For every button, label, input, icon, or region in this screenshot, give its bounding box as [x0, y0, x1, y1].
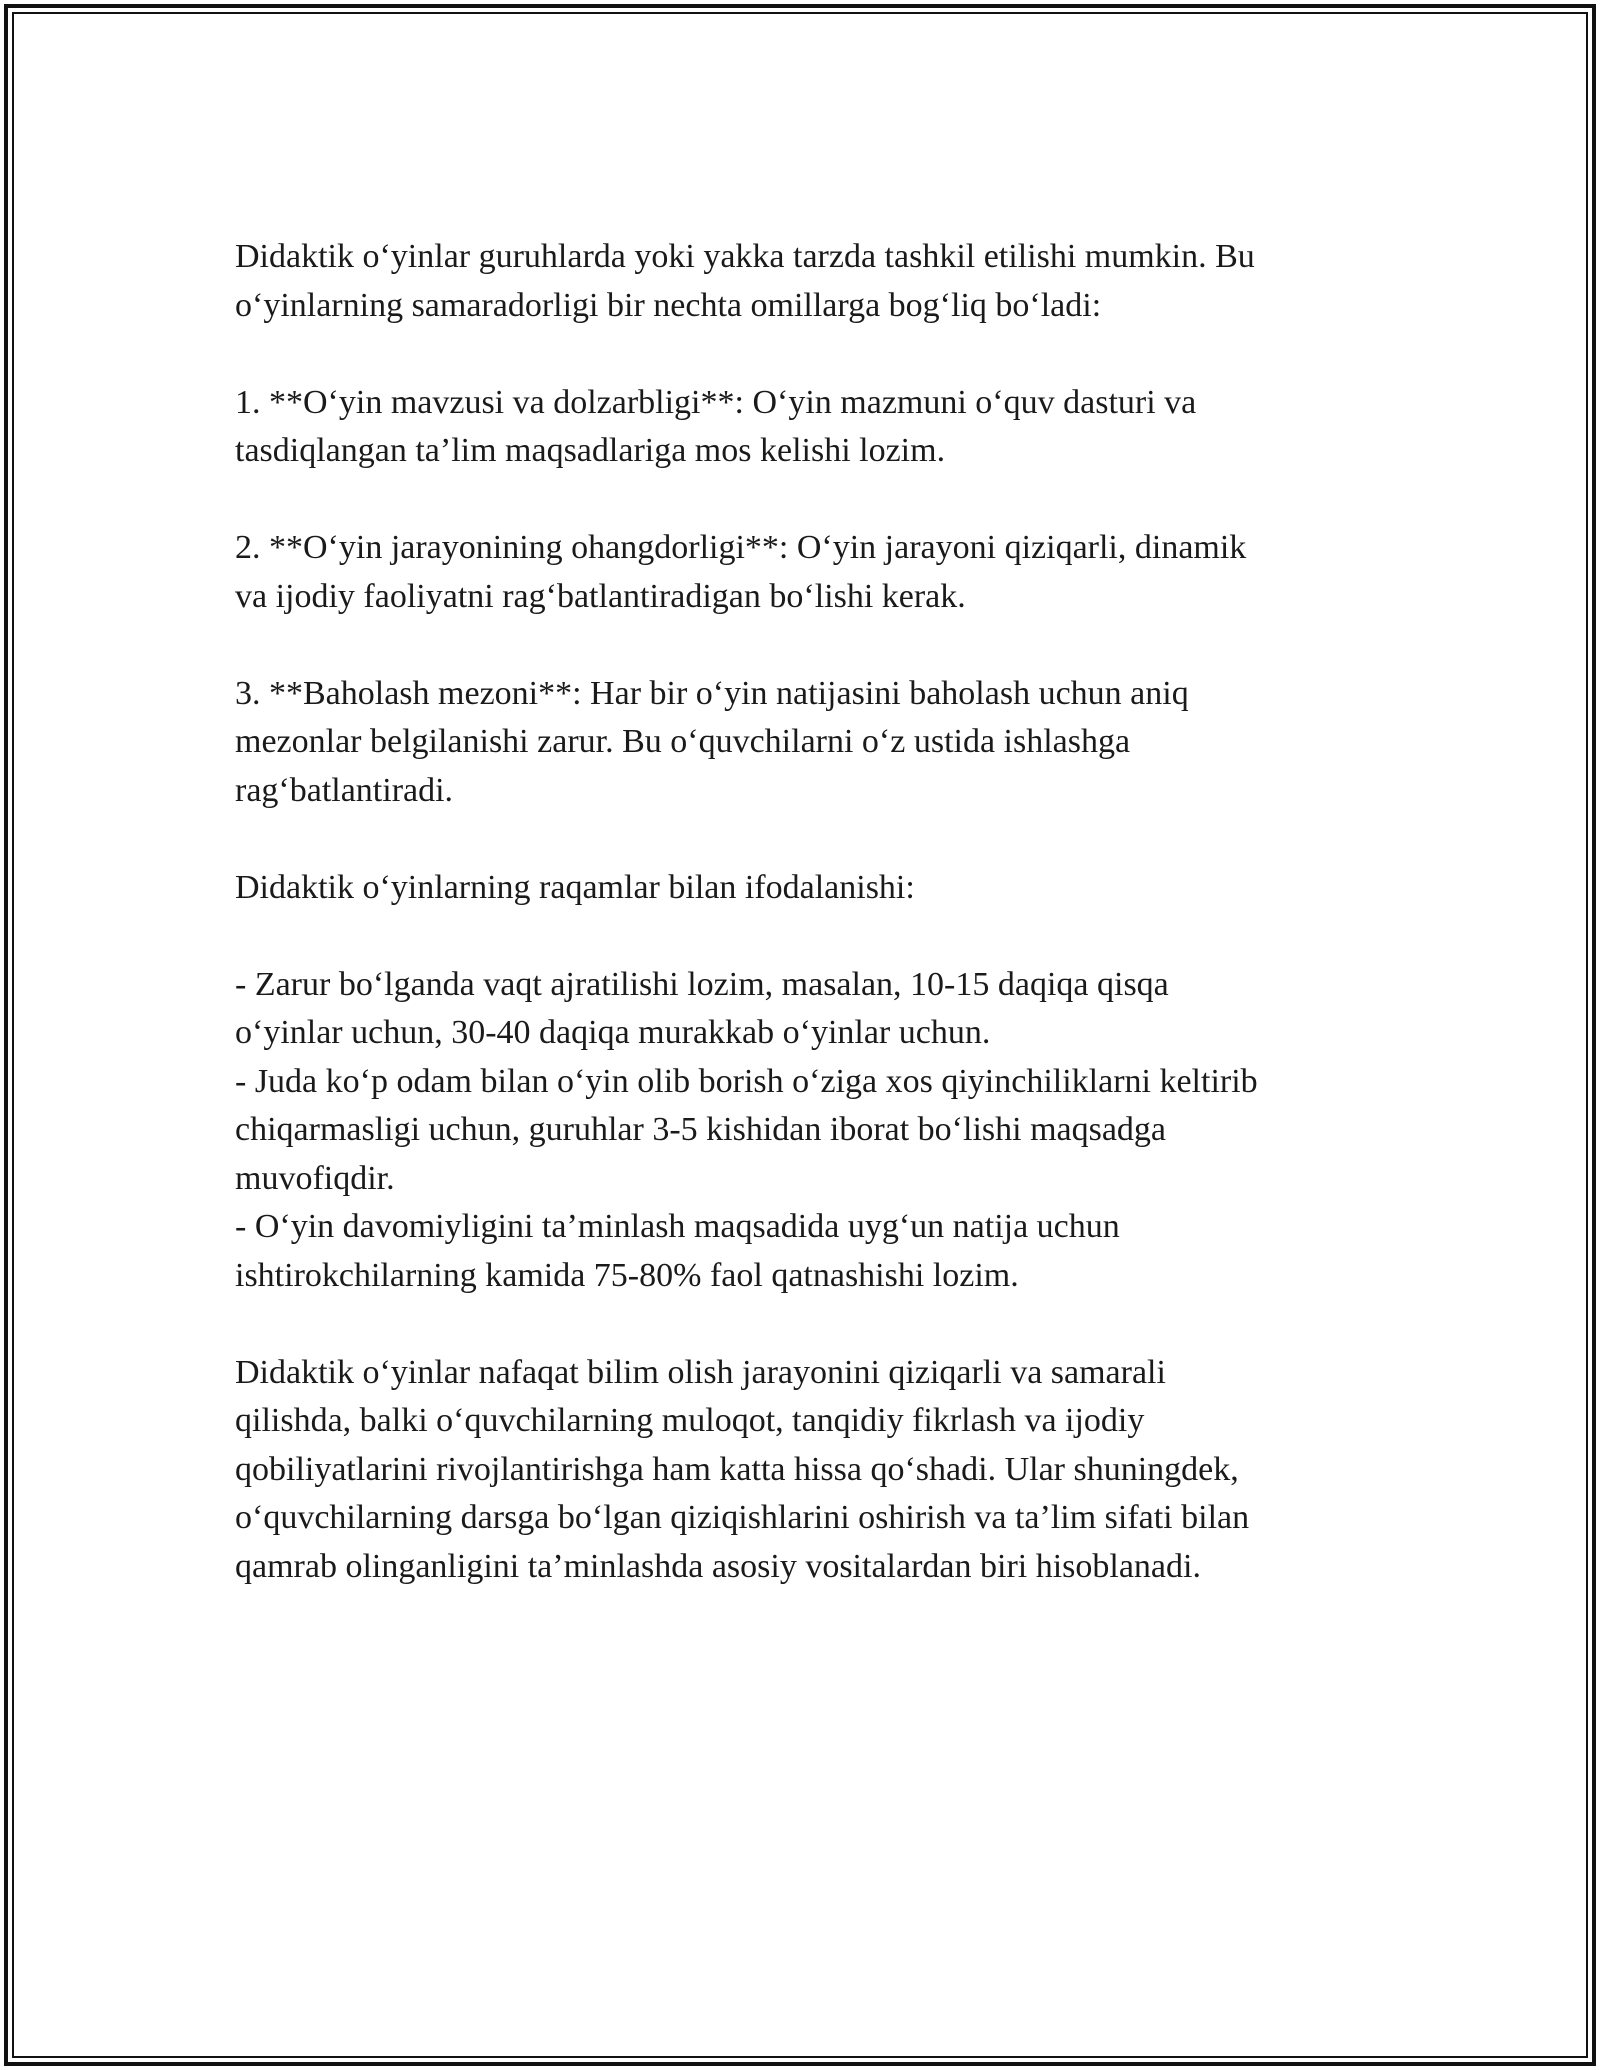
bullet-line: - Juda ko‘p odam bilan o‘yin olib borish o‘ziga xos qiyinchiliklarni keltirib	[235, 1062, 1258, 1100]
conclusion-paragraph	[235, 1349, 1355, 1592]
text-line: Didaktik o‘yinlar nafaqat bilim olish jarayonini qiziqarli va samarali	[235, 1353, 1166, 1391]
list-item-2	[235, 524, 1355, 621]
text-line: 3. **Baholash mezoni**: Har bir o‘yin natijasini baholash uchun aniq	[235, 674, 1189, 712]
text-line: qobiliyatlarini rivojlantirishga ham katta hissa qo‘shadi. Ular shuningdek,	[235, 1450, 1239, 1488]
text-line: qilishda, balki o‘quvchilarning muloqot, tanqidiy fikrlash va ijodiy	[235, 1402, 1145, 1439]
list-item-3	[235, 670, 1355, 816]
text-line: 1. **O‘yin mavzusi va dolzarbligi**: O‘yin mazmuni o‘quv dasturi va	[235, 383, 1197, 421]
text-line: tasdiqlangan ta’lim maqsadlariga mos kelishi lozim.	[235, 432, 946, 469]
document-body	[235, 233, 1355, 1591]
bullet-list	[235, 961, 1355, 1301]
bullet-line: muvofiqdir.	[235, 1159, 395, 1197]
bullet-line: - Zarur bo‘lganda vaqt ajratilishi lozim, masalan, 10-15 daqiqa qisqa	[235, 965, 1169, 1003]
text-line: Didaktik o‘yinlarning raqamlar bilan ifodalanishi:	[235, 868, 915, 906]
text-line: va ijodiy faoliyatni rag‘batlantiradigan bo‘lishi kerak.	[235, 577, 966, 615]
text-line: mezonlar belgilanishi zarur. Bu o‘quvchilarni o‘z ustida ishlashga	[235, 723, 1131, 760]
text-line: qamrab olinganligini ta’minlashda asosiy vositalardan biri hisoblanadi.	[235, 1547, 1201, 1585]
text-line: Didaktik o‘yinlar guruhlarda yoki yakka tarzda tashkil etilishi mumkin. Bu	[235, 238, 1255, 275]
intro-paragraph	[235, 233, 1355, 330]
text-line: o‘quvchilarning darsga bo‘lgan qiziqishlarini oshirish va ta’lim sifati bilan	[235, 1499, 1250, 1536]
bullet-line: - O‘yin davomiyligini ta’minlash maqsadida uyg‘un natija uchun	[235, 1208, 1120, 1245]
bullet-line: ishtirokchilarning kamida 75-80% faol qatnashishi lozim.	[235, 1256, 1019, 1294]
numbers-heading	[235, 864, 1355, 913]
text-line: rag‘batlantiradi.	[235, 771, 454, 809]
text-line: 2. **O‘yin jarayonining ohangdorligi**: O‘yin jarayoni qiziqarli, dinamik	[235, 529, 1247, 566]
bullet-line: chiqarmasligi uchun, guruhlar 3-5 kishidan iborat bo‘lishi maqsadga	[235, 1111, 1167, 1148]
text-line: o‘yinlarning samaradorligi bir nechta omillarga bog‘liq bo‘ladi:	[235, 286, 1102, 324]
bullet-line: o‘yinlar uchun, 30-40 daqiqa murakkab o‘yinlar uchun.	[235, 1014, 991, 1051]
list-item-1	[235, 379, 1355, 476]
